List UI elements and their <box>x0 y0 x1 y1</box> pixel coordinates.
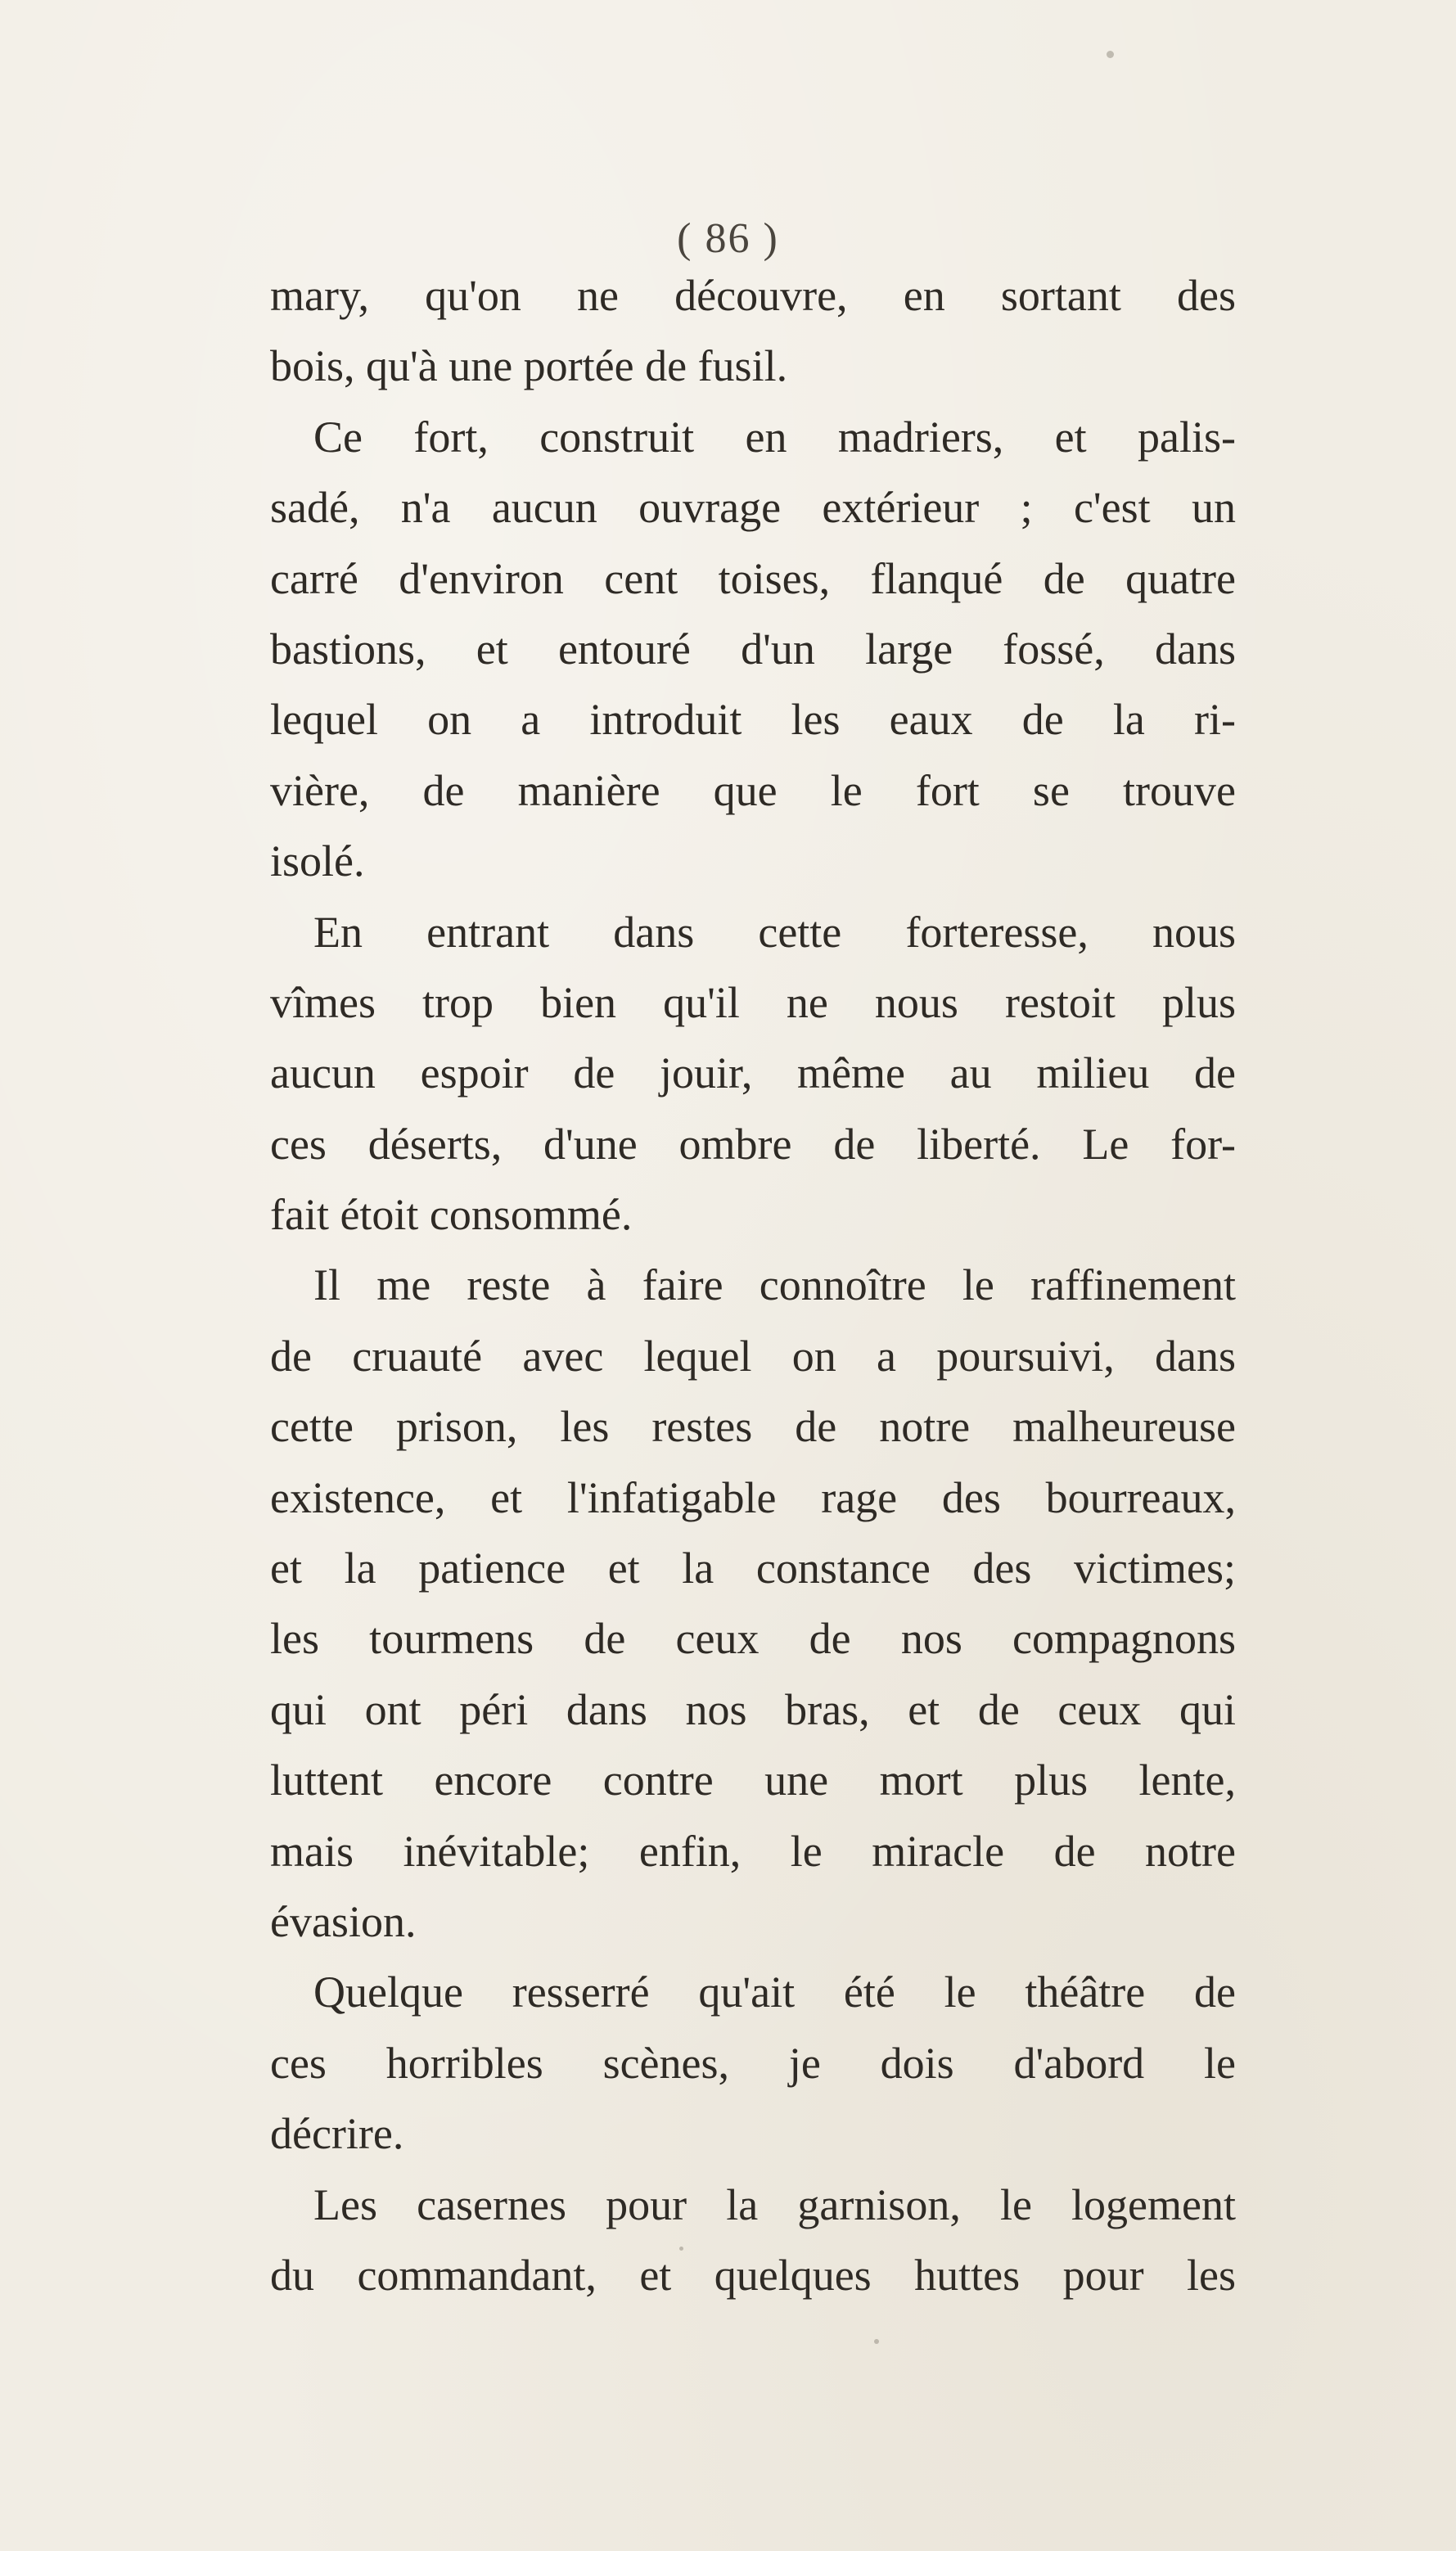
text-line: carré d'environ cent toises, flanqué de quatre <box>270 553 1236 603</box>
text-line: lequel on a introduit les eaux de la ri- <box>270 695 1236 745</box>
text-line: existence, et l'infatigable rage des bourreaux, <box>270 1472 1236 1522</box>
text-line: fait étoit consommé. <box>270 1190 633 1240</box>
text-line: sadé, n'a aucun ouvrage extérieur ; c'est un <box>270 483 1236 533</box>
text-line: les tourmens de ceux de nos compagnons <box>270 1614 1236 1664</box>
text-line: et la patience et la constance des victimes; <box>270 1544 1236 1593</box>
text-line: En entrant dans cette forteresse, nous <box>313 907 1236 957</box>
text-line: ces déserts, d'une ombre de liberté. Le for- <box>270 1119 1236 1169</box>
text-line: isolé. <box>270 836 365 886</box>
text-line: vière, de manière que le fort se trouve <box>270 765 1236 815</box>
text-line: du commandant, et quelques huttes pour les <box>270 2250 1236 2300</box>
text-line: aucun espoir de jouir, même au milieu de <box>270 1048 1236 1098</box>
text-line: évasion. <box>270 1896 417 1946</box>
text-line: Il me reste à faire connoître le raffinement <box>313 1260 1236 1310</box>
text-line: de cruauté avec lequel on a poursuivi, dans <box>270 1331 1236 1381</box>
paper-speck <box>1107 51 1114 58</box>
text-line: bastions, et entouré d'un large fossé, dans <box>270 624 1236 674</box>
text-line: mary, qu'on ne découvre, en sortant des <box>270 271 1236 320</box>
text-line: Quelque resserré qu'ait été le théâtre de <box>313 1967 1236 2017</box>
text-line: ces horribles scènes, je dois d'abord le <box>270 2038 1236 2088</box>
text-line: qui ont péri dans nos bras, et de ceux qui <box>270 1684 1236 1734</box>
body-text <box>270 260 1236 2310</box>
text-line: vîmes trop bien qu'il ne nous restoit plus <box>270 977 1236 1027</box>
text-line: bois, qu'à une portée de fusil. <box>270 341 788 391</box>
paper-speck <box>679 2247 683 2251</box>
text-line: Ce fort, construit en madriers, et palis- <box>313 412 1236 462</box>
paper-speck <box>874 2339 879 2344</box>
text-line: Les casernes pour la garnison, le logement <box>313 2179 1236 2229</box>
text-line: cette prison, les restes de notre malheureuse <box>270 1402 1236 1452</box>
text-line: mais inévitable; enfin, le miracle de notre <box>270 1826 1236 1876</box>
text-line: luttent encore contre une mort plus lente, <box>270 1756 1236 1805</box>
page-number: ( 86 ) <box>677 215 779 262</box>
text-line: décrire. <box>270 2109 404 2159</box>
